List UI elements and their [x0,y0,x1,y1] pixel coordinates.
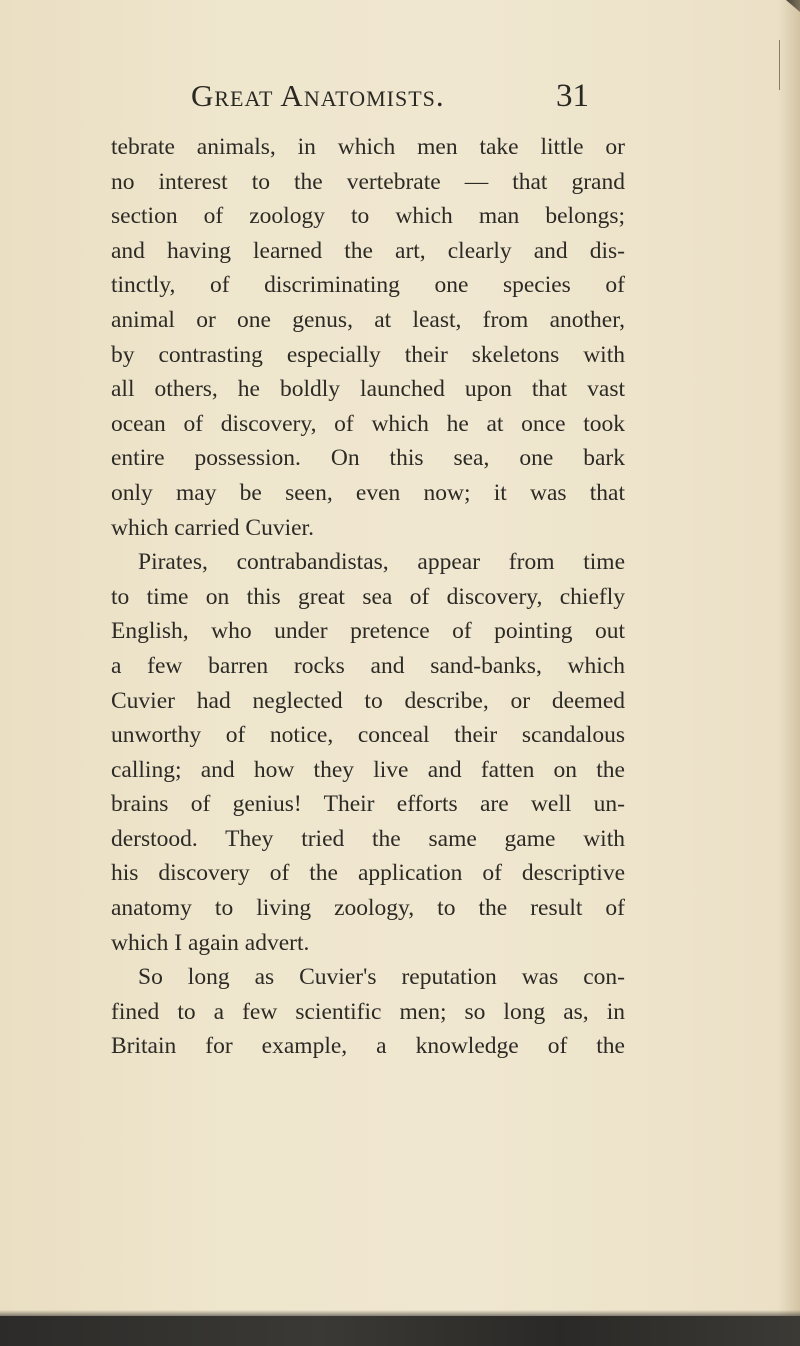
book-binding-edge [0,1316,800,1346]
text-line: Cuvier had neglected to describe, or deemed [111,687,625,714]
text-line: English, who under pretence of pointing out [111,618,625,645]
text-line: animal or one genus, at least, from another, [111,306,625,333]
text-line: by contrasting especially their skeletons with [111,341,625,368]
text-line: all others, he boldly launched upon that vast [111,376,625,403]
text-line: no interest to the vertebrate — that grand [111,168,625,195]
text-line: his discovery of the application of descriptive [111,860,625,887]
text-line: calling; and how they live and fatten on the [111,756,625,783]
text-line: So long as Cuvier's reputation was con- [138,964,625,991]
text-line: ocean of discovery, of which he at once took [111,410,625,437]
text-line: which carried Cuvier. [111,514,314,541]
running-title: Great Anatomists. [191,78,445,113]
text-line: tinctly, of discriminating one species of [111,272,625,299]
page-edge-shadow [778,0,800,1346]
text-line: only may be seen, even now; it was that [111,479,625,506]
text-line: a few barren rocks and sand-banks, which [111,652,625,679]
text-line: tebrate animals, in which men take little or [111,134,625,160]
text-line: brains of genius! Their efforts are well un- [111,791,625,818]
text-line: entire possession. On this sea, one bark [111,445,625,472]
text-line: Pirates, contrabandistas, appear from time [138,549,625,576]
text-line: derstood. They tried the same game with [111,825,625,852]
text-line: which I again advert. [111,929,310,956]
text-line: fined to a few scientific men; so long as, in [111,998,625,1025]
text-line: anatomy to living zoology, to the result of [111,895,625,922]
text-line: section of zoology to which man belongs; [111,203,625,230]
text-line: and having learned the art, clearly and dis- [111,237,625,264]
body-text [111,130,625,1064]
text-line: to time on this great sea of discovery, chiefly [111,583,625,610]
text-line: unworthy of notice, conceal their scandalous [111,722,625,749]
text-line: Britain for example, a knowledge of the [111,1033,625,1060]
page-header [0,78,800,122]
page-number: 31 [556,78,589,114]
